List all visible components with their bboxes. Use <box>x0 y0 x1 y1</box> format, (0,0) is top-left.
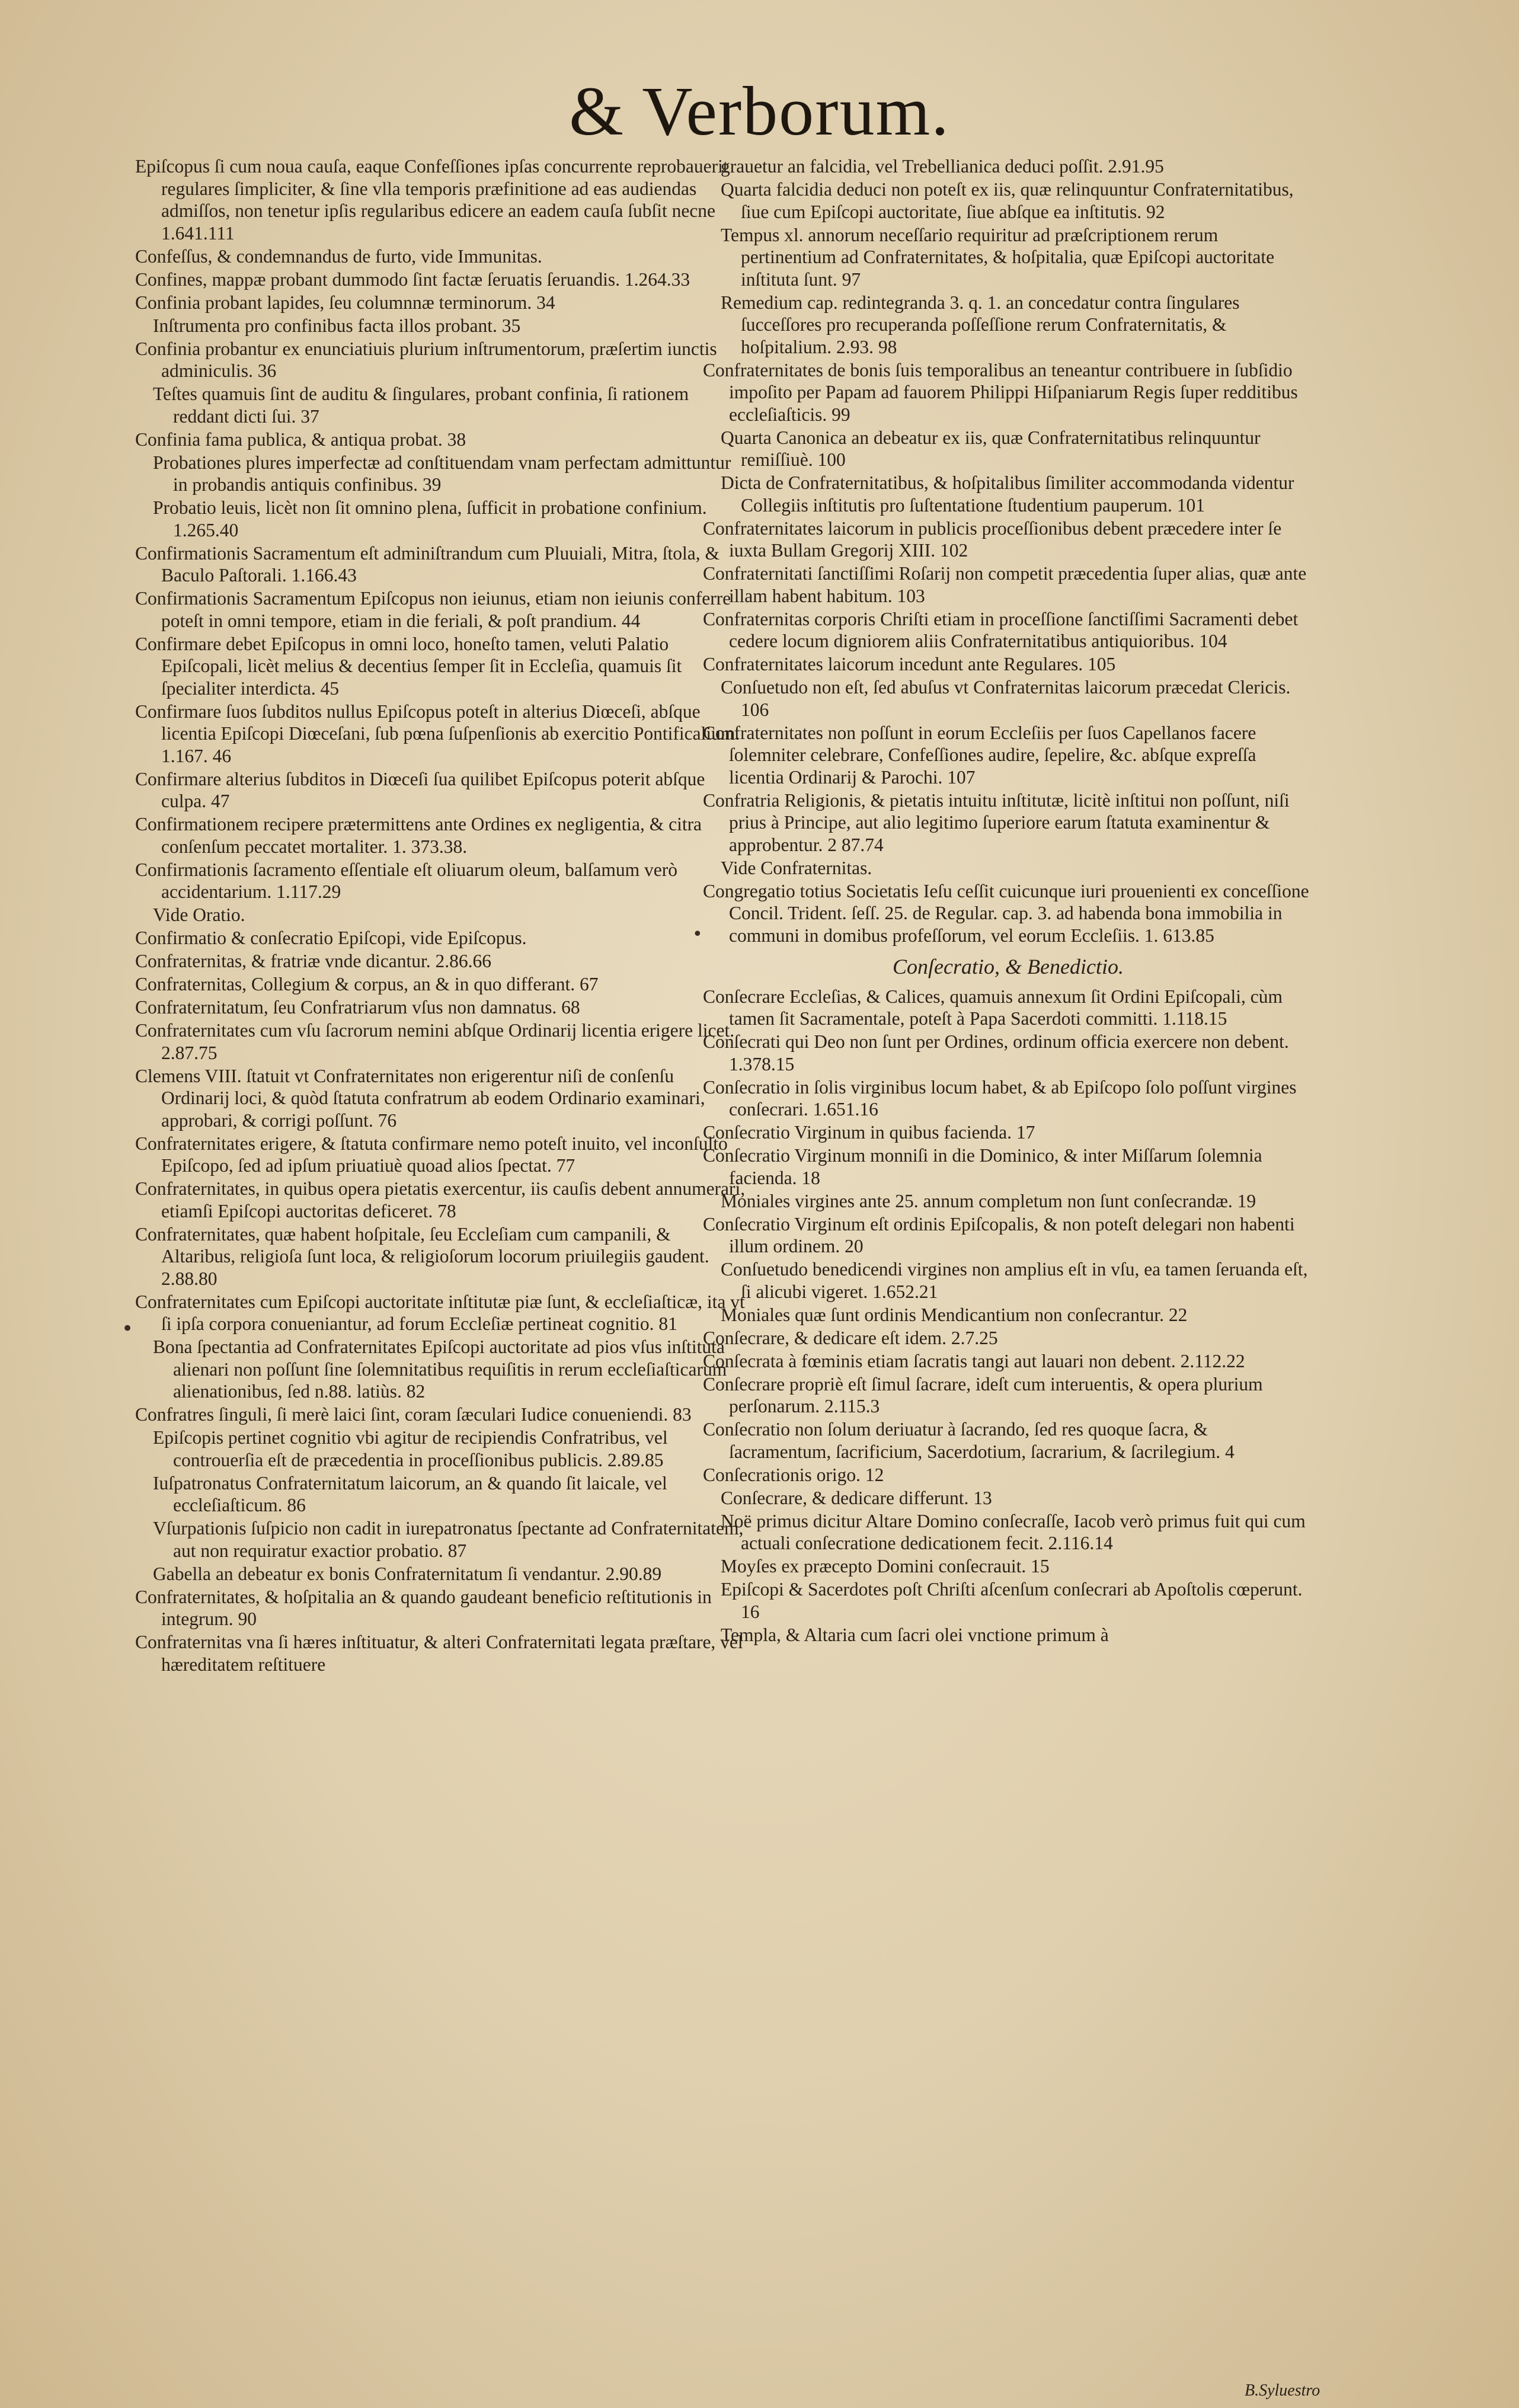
index-entry: Confraternitas vna ſi hæres inſtituatur, & alteri Confraternitati legata præſtare, vel hæreditatem reſtituere <box>135 1632 743 1675</box>
index-entry: Confraternitatum, ſeu Confratriarum vſus non damnatus. 68 <box>135 997 580 1018</box>
index-entry: Confirmare ſuos ſubditos nullus Epiſcopus poteſt in alterius Diœceſi, abſque licentia Epiſcopi Diœceſani, ſub pœna ſuſpenſionis ab exercitio Pontificalium. 1.167. 46 <box>135 701 740 766</box>
index-entry: Confirmationis ſacramento eſſentiale eſt oliuarum oleum, balſamum verò accidentarium. 1.117.29 <box>135 859 677 902</box>
index-entry: Tempus xl. annorum neceſſario requiritur ad præſcriptionem rerum pertinentium ad Confraternitates, & hoſpitalia, quæ Epiſcopi auctoritate inſtituta ſunt. 97 <box>721 224 1275 290</box>
index-column-left <box>135 155 746 1677</box>
index-entry: Confraternitates cum Epiſcopi auctoritate inſtitutæ piæ ſunt, & eccleſiaſticæ, ita vt ſi ipſa corpora conueniantur, ad forum Eccleſiæ pertineat cognitio. 81 <box>135 1291 745 1334</box>
index-entry: Remedium cap. redintegranda 3. q. 1. an concedatur contra ſingulares ſucceſſores pro recuperanda poſſeſſione rerum Confraternitatis, & hoſpitalium. 2.93. 98 <box>721 292 1240 357</box>
index-entry: Confraternitati ſanctiſſimi Roſarij non competit præcedentia ſuper alias, quæ ante illam habent habitum. 103 <box>703 563 1307 606</box>
index-entry: Confraternitates, in quibus opera pietatis exercentur, iis cauſis debent annumerari, etiamſi Epiſcopi auctoritas deficeret. 78 <box>135 1178 746 1221</box>
index-entry: Iuſpatronatus Confraternitatum laicorum, an & quando ſit laicale, vel eccleſiaſticum. 86 <box>153 1472 667 1515</box>
index-entry: Confraternitas, Collegium & corpus, an & in quo differant. 67 <box>135 974 599 994</box>
index-entry: Congregatio totius Societatis Ieſu ceſſit cuicunque iuri prouenienti ex conceſſione Concil. Trident. ſeſſ. 25. de Regular. cap. 3. ad habenda bona immobilia in communi in domibus profeſſorum, vel eorum Eccleſiis. 1. 613.85 <box>703 880 1309 946</box>
index-entry: Confratria Religionis, & pietatis intuitu inſtitutæ, licitè inſtitui non poſſunt, niſi prius à Principe, aut alio legitimo ſuperiore earum ſtatuta examinentur & approbentur. 2 87.74 <box>703 789 1290 855</box>
index-entry: Conſecrationis origo. 12 <box>703 1464 884 1485</box>
index-entry: Conſuetudo benedicendi virgines non amplius eſt in vſu, ea tamen ſeruanda eſt, ſi alicubi vigeret. 1.652.21 <box>721 1259 1308 1302</box>
index-entry: Epiſcopi & Sacerdotes poſt Chriſti aſcenſum conſecrari ab Apoſtolis cœperunt. 16 <box>721 1579 1303 1622</box>
index-entry: grauetur an falcidia, vel Trebellianica deduci poſſit. 2.91.95 <box>721 156 1164 177</box>
index-entry: Moyſes ex præcepto Domini conſecrauit. 15 <box>721 1556 1050 1576</box>
index-entry: Gabella an debeatur ex bonis Confraternitatum ſi vendantur. 2.90.89 <box>153 1563 662 1584</box>
catchword: B.Syluestro <box>1245 2381 1320 2400</box>
index-entry: Confinia probantur ex enunciatiuis plurium inſtrumentorum, præſertim iunctis adminiculis. 36 <box>135 338 717 381</box>
index-entry: Confraternitas corporis Chriſti etiam in proceſſione ſanctiſſimi Sacramenti debet cedere locum digniorem aliis Confraternitatibus antiquioribus. 104 <box>703 608 1299 651</box>
index-entry: Conſecrata à fœminis etiam ſacratis tangi aut lauari non debent. 2.112.22 <box>703 1350 1245 1371</box>
index-entry: Confraternitas, & fratriæ vnde dicantur. 2.86.66 <box>135 951 491 971</box>
index-entry: Confraternitates non poſſunt in eorum Eccleſiis per ſuos Capellanos facere ſolemniter celebrare, Confeſſiones audire, ſepelire, &c. abſque expreſſa licentia Ordinarij & Parochi. 107 <box>703 722 1256 788</box>
index-entry: Probationes plures imperfectæ ad conſtituendam vnam perfectam admittuntur in probandis antiquis confinibus. 39 <box>153 452 731 495</box>
index-entry: Confeſſus, & condemnandus de furto, vide Immunitas. <box>135 245 542 267</box>
index-entry: Teſtes quamuis ſint de auditu & ſingulares, probant confinia, ſi rationem reddant dicti ſui. 37 <box>153 383 689 427</box>
index-entry: Dicta de Confraternitatibus, & hoſpitalibus ſimiliter accommodanda videntur Collegiis inſtitutis pro ſuſtentatione ſtudentium pauperum. 101 <box>721 472 1294 516</box>
index-entry: Vide Confraternitas. <box>721 857 872 878</box>
index-entry: Confraternitates de bonis ſuis temporalibus an teneantur contribuere in ſubſidio impoſito per Papam ad fauorem Philippi Hiſpaniarum Regis ſuper redditibus eccleſiaſticis. 99 <box>703 359 1298 425</box>
index-entry: Confraternitates laicorum incedunt ante Regulares. 105 <box>703 654 1116 674</box>
index-entry: Confirmationis Sacramentum Epiſcopus non ieiunus, etiam non ieiunis conferre poteſt in omni tempore, etiam in die feriali, & poſt prandium. 44 <box>135 588 731 631</box>
index-entry: Conſecrare propriè eſt ſimul ſacrare, ideſt cum interuentis, & opera plurium perſonarum. 2.115.3 <box>703 1373 1263 1416</box>
margin-mark: • <box>692 924 703 945</box>
index-entry: Conſecrare, & dedicare differunt. 13 <box>721 1487 992 1508</box>
index-entry: Templa, & Altaria cum ſacri olei vnctione primum à <box>721 1624 1109 1645</box>
index-entry: Confraternitates cum vſu ſacrorum nemini abſque Ordinarij licentia erigere licet. 2.87.75 <box>135 1020 735 1063</box>
index-column-right <box>703 155 1313 1647</box>
index-entry: Epiſcopus ſi cum noua cauſa, eaque Confeſſiones ipſas concurrente reprobauerit regulares ſimpliciter, & ſine vlla temporis præfinitione ad eas audiendas admiſſos, non tenetur ipſis regularibus edicere an eadem cauſa ſubſit necne 1.641.111 <box>135 156 728 244</box>
index-entry: Confratres ſinguli, ſi merè laici ſint, coram ſæculari Iudice conueniendi. 83 <box>135 1404 692 1425</box>
index-entry: Probatio leuis, licèt non ſit omnino plena, ſufficit in probatione confinium. 1.265.40 <box>153 497 707 541</box>
index-entry: Confinia fama publica, & antiqua probat. 38 <box>135 428 466 450</box>
index-entry: Confines, mappæ probant dummodo ſint factæ ſeruatis ſeruandis. 1.264.33 <box>135 268 690 290</box>
index-entry: Noë primus dicitur Altare Domino conſecraſſe, Iacob verò primus fuit qui cum actuali conſecratione dedicationem fecit. 2.116.14 <box>721 1510 1306 1553</box>
index-entry: Quarta falcidia deduci non poteſt ex iis, quæ relinquuntur Confraternitatibus, ſiue cum Epiſcopi auctoritate, ſiue abſque ea inſtitutis. 92 <box>721 179 1294 222</box>
index-entry: Conſecrare, & dedicare eſt idem. 2.7.25 <box>703 1327 998 1348</box>
section-heading: Conſecratio, & Benedictio. <box>893 955 1124 978</box>
index-entry: Clemens VIII. ſtatuit vt Confraternitates non erigerentur niſi de conſenſu Ordinarij loci, & quòd ſtatuta confratrum ab eodem Ordinario examinari, approbari, & corrigi poſſunt. 76 <box>135 1065 705 1131</box>
index-entry: Confraternitates erigere, & ſtatuta confirmare nemo poteſt inuito, vel inconſulto Epiſcopo, ſed ad ipſum priuatiuè quoad alios ſpectat. 77 <box>135 1133 728 1176</box>
index-entry: Confirmationem recipere prætermittens ante Ordines ex negligentia, & citra conſenſum peccatet mortaliter. 1. 373.38. <box>135 814 702 857</box>
index-entry: Quarta Canonica an debeatur ex iis, quæ Confraternitatibus relinquuntur remiſſiuè. 100 <box>721 427 1261 470</box>
page-title: & Verborum. <box>569 72 950 150</box>
index-entry: Moniales virgines ante 25. annum completum non ſunt conſecrandæ. 19 <box>721 1190 1256 1211</box>
index-entry: Confirmare debet Epiſcopus in omni loco, honeſto tamen, veluti Palatio Epiſcopali, licèt melius & decentius ſemper ſit in Eccleſia, quamuis ſit ſpecialiter interdicta. 45 <box>135 633 682 699</box>
index-entry: Inſtrumenta pro confinibus facta illos probant. 35 <box>153 315 521 336</box>
index-entry: Conſecrati qui Deo non ſunt per Ordines, ordinum officia exercere non debent. 1.378.15 <box>703 1031 1289 1075</box>
index-entry: Confraternitates, quæ habent hoſpitale, ſeu Eccleſiam cum campanili, & Altaribus, religioſa ſunt loca, & religioſorum locorum priuilegiis gaudent. 2.88.80 <box>135 1223 709 1289</box>
index-entry: Confirmatio & conſecratio Epiſcopi, vide Epiſcopus. <box>135 928 527 948</box>
index-entry: Confirmare alterius ſubditos in Diœceſi ſua quilibet Epiſcopus poterit abſque culpa. 47 <box>135 768 705 811</box>
index-entry: Confraternitates, & hoſpitalia an & quando gaudeant beneficio reſtitutionis in integrum. 90 <box>135 1586 712 1629</box>
index-entry: Confirmationis Sacramentum eſt adminiſtrandum cum Pluuiali, Mitra, ſtola, & Baculo Paſtorali. 1.166.43 <box>135 542 719 586</box>
index-entry: Conſecratio Virginum monniſi in die Dominico, & inter Miſſarum ſolemnia facienda. 18 <box>703 1145 1262 1188</box>
index-entry: Conſecratio non ſolum deriuatur à ſacrando, ſed res quoque ſacra, & ſacramentum, ſacrificium, Sacerdotium, ſacrarium, & ſacrilegium. 4 <box>703 1419 1235 1462</box>
index-entry: Confinia probant lapides, ſeu columnnæ terminorum. 34 <box>135 292 555 313</box>
index-entry: Conſecratio in ſolis virginibus locum habet, & ab Epiſcopo ſolo poſſunt virgines conſecrari. 1.651.16 <box>703 1076 1297 1120</box>
index-entry: Vide Oratio. <box>153 904 245 925</box>
index-entry: Moniales quæ ſunt ordinis Mendicantium non conſecrantur. 22 <box>721 1304 1188 1325</box>
index-entry: Vſurpationis ſuſpicio non cadit in iurepatronatus ſpectante ad Confraternitatem, aut non requiratur exactior probatio. 87 <box>153 1518 744 1561</box>
index-entry: Bona ſpectantia ad Confraternitates Epiſcopi auctoritate ad pios vſus inſtituta alienari non poſſunt ſine ſolemnitatibus requiſitis in rerum eccleſiaſticarum alienationibus, ſed n.88. latiùs. 82 <box>153 1336 727 1402</box>
index-entry: Epiſcopis pertinet cognitio vbi agitur de recipiendis Confratribus, vel controuerſia eſt de præcedentia in proceſſionibus publicis. 2.89.85 <box>153 1427 668 1470</box>
index-entry: Conſecrare Eccleſias, & Calices, quamuis annexum ſit Ordini Epiſcopali, cùm tamen ſit Sacramentale, poteſt à Papa Sacerdoti committi. 1.118.15 <box>703 986 1283 1029</box>
index-entry: Conſecratio Virginum in quibus facienda. 17 <box>703 1122 1035 1143</box>
margin-mark: • <box>121 1317 134 1341</box>
index-entry: Conſecratio Virginum eſt ordinis Epiſcopalis, & non poteſt delegari non habenti illum ordinem. 20 <box>703 1213 1295 1256</box>
index-entry: Conſuetudo non eſt, ſed abuſus vt Confraternitas laicorum præcedat Clericis. 106 <box>721 677 1291 720</box>
index-entry: Confraternitates laicorum in publicis proceſſionibus debent præcedere inter ſe iuxta Bullam Gregorij XIII. 102 <box>703 517 1282 561</box>
